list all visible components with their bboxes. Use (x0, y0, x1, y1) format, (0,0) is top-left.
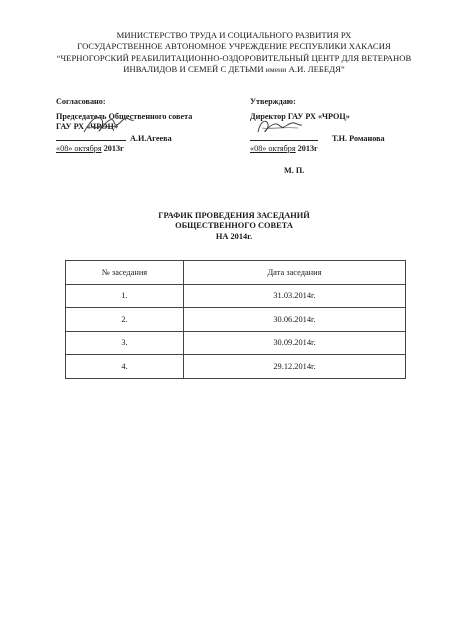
meeting-schedule-table (65, 260, 406, 379)
letterhead (0, 30, 468, 76)
agreed-heading: Согласовано: (56, 97, 106, 106)
center-name-line2-b: имени (265, 65, 287, 75)
title-line2: ОБЩЕСТВЕННОГО СОВЕТА (175, 221, 293, 231)
center-name-line2-a: ИНВАЛИДОВ И СЕМЕЙ С ДЕТЬМИ (123, 64, 266, 75)
meeting-date-cell: 29.12.2014г. (184, 355, 406, 379)
meeting-number-cell: 3. (66, 331, 184, 355)
approved-handwritten-signature (254, 116, 306, 138)
header-meeting-date: Дата заседания (184, 261, 406, 285)
approved-date (250, 144, 410, 154)
table-row (66, 331, 406, 355)
agreed-date-day: «08» (56, 143, 73, 153)
header-meeting-number: № заседания (66, 261, 184, 285)
agreed-handwritten-signature (78, 110, 138, 138)
agreed-position-line2: ГАУ РХ «ЧРОЦ» (56, 122, 118, 132)
approved-position: Директор ГАУ РХ «ЧРОЦ» (250, 112, 350, 122)
center-name-line2-c: А.И. ЛЕБЕДЯ” (286, 64, 345, 75)
agreed-date (56, 144, 226, 154)
meeting-date-cell: 30.09.2014г. (184, 331, 406, 355)
meeting-date-cell: 31.03.2014г. (184, 284, 406, 308)
ministry-name: МИНИСТЕРСТВО ТРУДА И СОЦИАЛЬНОГО РАЗВИТИЯ РХ (116, 30, 352, 40)
meeting-number-cell: 1. (66, 284, 184, 308)
approved-date-year: 2013г (295, 143, 318, 153)
meeting-number-cell: 4. (66, 355, 184, 379)
center-name-line2 (0, 64, 468, 75)
approved-heading: Утверждаю: (250, 97, 296, 106)
approved-date-month: октября (266, 143, 296, 153)
table-row (66, 308, 406, 332)
title-line1: ГРАФИК ПРОВЕДЕНИЯ ЗАСЕДАНИЙ (158, 211, 310, 220)
institution-type: ГОСУДАРСТВЕННОЕ АВТОНОМНОЕ УЧРЕЖДЕНИЕ РЕСПУБЛИКИ ХАКАСИЯ (77, 41, 391, 52)
agreed-date-year: 2013г (101, 143, 124, 153)
table-row (66, 355, 406, 379)
approved-signer-name: Т.Н. Романова (332, 133, 385, 143)
center-name-line1: “ЧЕРНОГОРСКИЙ РЕАБИЛИТАЦИОННО-ОЗДОРОВИТЕЛЬНЫЙ ЦЕНТР ДЛЯ ВЕТЕРАНОВ (56, 52, 412, 63)
approved-date-day: «08» (250, 143, 267, 153)
document-title (0, 211, 468, 242)
agreed-signer-name: А.И.Агеева (130, 133, 172, 143)
meeting-date-cell: 30.06.2014г. (184, 308, 406, 332)
seal-placeholder: М. П. (284, 166, 305, 175)
table-header-row (66, 261, 406, 285)
title-line3: НА 2014г. (215, 231, 253, 241)
meeting-number-cell: 2. (66, 308, 184, 332)
agreed-position-line1: Председатель Общественного совета (56, 112, 193, 122)
agreed-date-month: октября (72, 143, 102, 153)
table-row (66, 284, 406, 308)
